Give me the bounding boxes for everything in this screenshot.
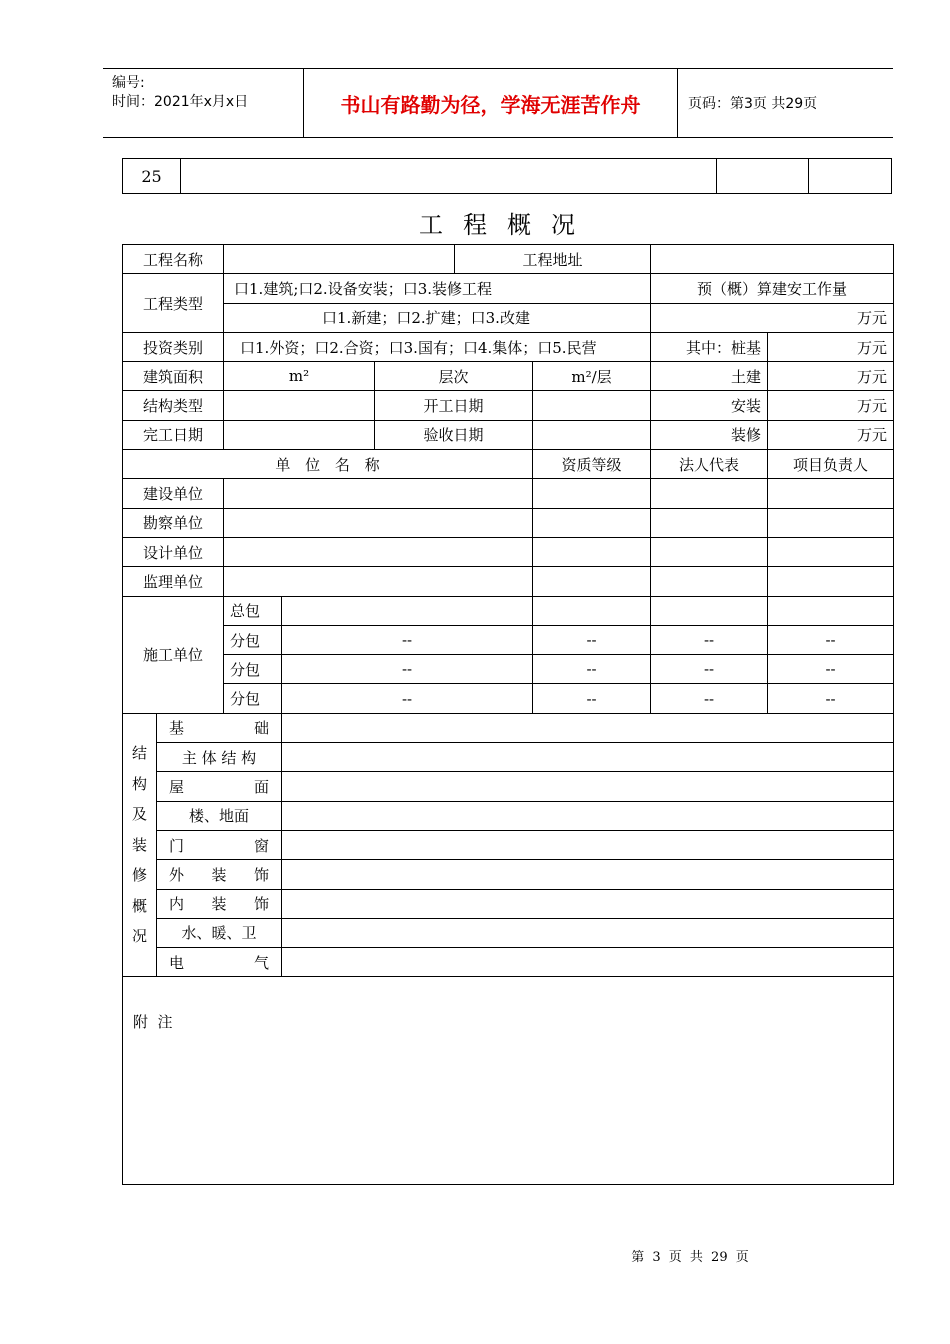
label-supervise-unit: 监理单位 (123, 567, 224, 596)
label-finish-date: 完工日期 (123, 420, 224, 449)
dash: -- (651, 655, 768, 684)
remarks-cell (123, 977, 894, 1185)
value-start-date (533, 391, 651, 420)
label-construct-unit: 施工单位 (123, 596, 224, 713)
label-project-name: 工程名称 (123, 245, 224, 274)
value-accept-date (533, 420, 651, 449)
time-label: 时间：2021年x月x日 (112, 94, 249, 110)
dash: -- (768, 625, 894, 654)
value-project-address (651, 245, 894, 274)
top-row-cell (717, 159, 809, 194)
label-build-unit: 建设单位 (123, 479, 224, 508)
floor-unit: m²/层 (533, 362, 651, 391)
label-decoration: 装修 (651, 420, 768, 449)
label-water: 水、暖、卫 (157, 918, 282, 947)
header-motto: 书山有路勤为径，学海无涯苦作舟 (304, 69, 678, 137)
dash: -- (282, 684, 533, 713)
top-row-table (122, 158, 892, 194)
label-main-structure: 主 体 结 构 (157, 743, 282, 772)
page-header (103, 68, 893, 138)
label-unit-name: 单 位 名 称 (123, 450, 533, 479)
label-floors: 层次 (375, 362, 533, 391)
value-structure-type (224, 391, 375, 420)
number-label: 编号: (112, 75, 145, 91)
dash: -- (768, 655, 894, 684)
project-overview-table (122, 244, 894, 1185)
budget-unit: 万元 (651, 303, 894, 332)
header-page-info: 页码：第3页 共29页 (688, 96, 818, 112)
dash: -- (282, 625, 533, 654)
dash: -- (533, 684, 651, 713)
area-unit: m² (224, 362, 375, 391)
label-budget: 预（概）算建安工作量 (651, 274, 894, 303)
civil-unit: 万元 (768, 362, 894, 391)
dash: -- (533, 625, 651, 654)
label-sub: 分包 (224, 684, 282, 713)
label-sub: 分包 (224, 625, 282, 654)
decoration-unit: 万元 (768, 420, 894, 449)
top-row-cell (809, 159, 892, 194)
label-int-deco: 内 装 饰 (157, 889, 282, 918)
label-project-address: 工程地址 (455, 245, 651, 274)
label-invest-type: 投资类别 (123, 332, 224, 361)
row-number: 25 (123, 159, 181, 194)
page-footer: 第 3 页 共 29 页 (631, 1250, 749, 1265)
label-legal-rep: 法人代表 (651, 450, 768, 479)
label-door-window: 门 窗 (157, 830, 282, 859)
pile-unit: 万元 (768, 332, 894, 361)
label-structure-type: 结构类型 (123, 391, 224, 420)
label-remarks: 附 注 (133, 1013, 173, 1032)
label-accept-date: 验收日期 (375, 420, 533, 449)
label-roof: 屋 面 (157, 772, 282, 801)
section-title-vertical: 结 构 及 装 修 概 况 (123, 713, 157, 977)
dash: -- (282, 655, 533, 684)
label-general: 总包 (224, 596, 282, 625)
dash: -- (768, 684, 894, 713)
header-meta (103, 69, 304, 137)
label-civil: 土建 (651, 362, 768, 391)
label-survey-unit: 勘察单位 (123, 508, 224, 537)
dash: -- (533, 655, 651, 684)
label-install: 安装 (651, 391, 768, 420)
build-options: 口1.新建；口2.扩建；口3.改建 (224, 303, 651, 332)
label-foundation: 基 础 (157, 713, 282, 742)
value-project-name (224, 245, 455, 274)
invest-options: 口1.外资；口2.合资；口3.国有；口4.集体；口5.民营 (224, 332, 651, 361)
dash: -- (651, 684, 768, 713)
dash: -- (651, 625, 768, 654)
label-sub: 分包 (224, 655, 282, 684)
label-start-date: 开工日期 (375, 391, 533, 420)
page-title: 工程概况 (419, 211, 595, 239)
install-unit: 万元 (768, 391, 894, 420)
label-project-type: 工程类型 (123, 274, 224, 333)
label-pile: 其中：桩基 (651, 332, 768, 361)
value-finish-date (224, 420, 375, 449)
label-area: 建筑面积 (123, 362, 224, 391)
label-floor: 楼、地面 (157, 801, 282, 830)
label-electric: 电 气 (157, 948, 282, 977)
label-design-unit: 设计单位 (123, 537, 224, 566)
top-row-cell (181, 159, 717, 194)
label-project-lead: 项目负责人 (768, 450, 894, 479)
label-ext-deco: 外 装 饰 (157, 860, 282, 889)
label-qualification: 资质等级 (533, 450, 651, 479)
project-type-options: 口1.建筑;口2.设备安装；口3.装修工程 (224, 274, 651, 303)
